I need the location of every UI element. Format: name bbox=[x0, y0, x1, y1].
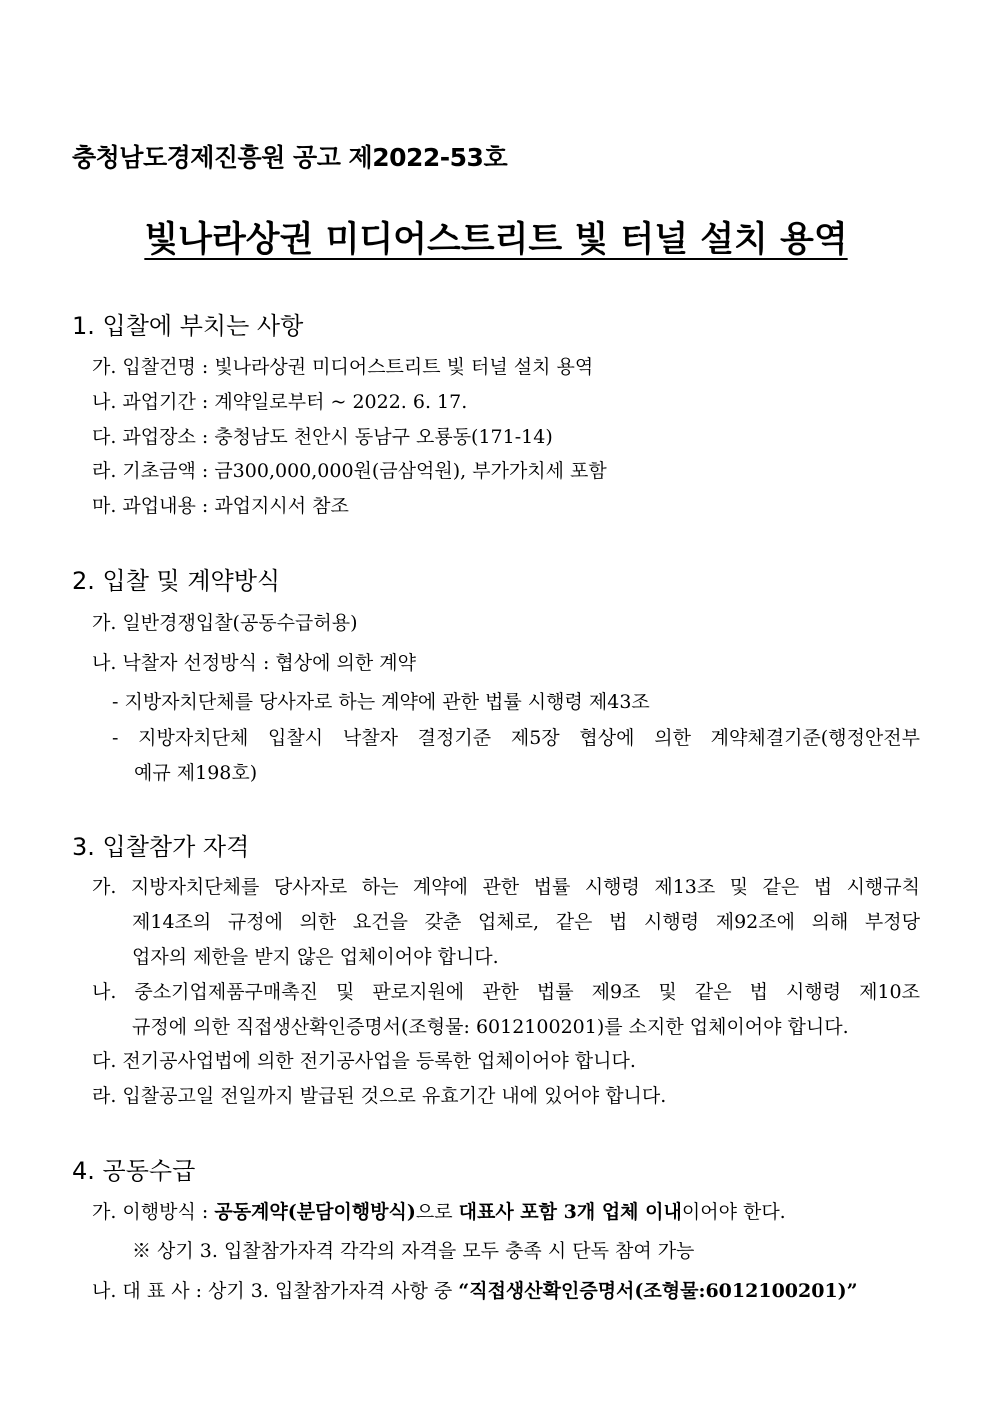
section4-item-a-mid: 으로 bbox=[415, 1201, 459, 1223]
section2-sub1: - 지방자치단체를 당사자로 하는 계약에 관한 법률 시행령 제43조 bbox=[112, 691, 650, 713]
section3-item-b-line1: 나. 중소기업제품구매촉진 및 판로지원에 관한 법률 제9조 및 같은 법 시행령 제10조 bbox=[92, 981, 920, 1003]
section4-note: ※ 상기 3. 입찰참가자격 각각의 자격을 모두 충족 시 단독 참여 가능 bbox=[132, 1240, 695, 1262]
section4-heading: 4. 공동수급 bbox=[72, 1157, 196, 1185]
section2-sub2-line2: 예규 제198호) bbox=[134, 762, 258, 784]
section2-item-a: 가. 일반경쟁입찰(공동수급허용) bbox=[92, 612, 358, 634]
section3-item-a-line2: 제14조의 규정에 의한 요건을 갖춘 업체로, 같은 법 시행령 제92조에 의해 부정당 bbox=[132, 911, 920, 933]
section3-item-a-line3: 업자의 제한을 받지 않은 업체이어야 합니다. bbox=[132, 946, 499, 968]
section4-item-a-bold2: 대표사 포함 3개 업체 이내 bbox=[458, 1201, 682, 1223]
section4-item-b bbox=[92, 1278, 858, 1304]
section4-item-a-prefix: 가. 이행방식 : bbox=[92, 1201, 215, 1223]
section1-item-b: 나. 과업기간 : 계약일로부터 ~ 2022. 6. 17. bbox=[92, 391, 468, 413]
document-title bbox=[0, 212, 992, 262]
section1-item-d: 라. 기초금액 : 금300,000,000원(금삼억원), 부가가치세 포함 bbox=[92, 460, 607, 482]
section3-heading: 3. 입찰참가 자격 bbox=[72, 833, 250, 861]
section2-sub2-line1: - 지방자치단체 입찰시 낙찰자 결정기준 제5장 협상에 의한 계약체결기준(행정안전부 bbox=[112, 727, 920, 749]
notice-number: 충청남도경제진흥원 공고 제2022-53호 bbox=[72, 143, 508, 172]
section3-item-a-line1: 가. 지방자치단체를 당사자로 하는 계약에 관한 법률 시행령 제13조 및 같은 법 시행규칙 bbox=[92, 876, 920, 898]
section1-item-e: 마. 과업내용 : 과업지시서 참조 bbox=[92, 495, 349, 517]
section1-item-c: 다. 과업장소 : 충청남도 천안시 동남구 오룡동(171-14) bbox=[92, 426, 553, 448]
section4-item-a-bold1: 공동계약(분담이행방식) bbox=[214, 1201, 416, 1223]
document-title-text: 빛나라상권 미디어스트리트 빛 터널 설치 용역 bbox=[144, 220, 848, 260]
section1-item-a: 가. 입찰건명 : 빛나라상권 미디어스트리트 빛 터널 설치 용역 bbox=[92, 356, 594, 378]
section2-heading: 2. 입찰 및 계약방식 bbox=[72, 567, 281, 595]
section1-heading: 1. 입찰에 부치는 사항 bbox=[72, 312, 304, 340]
section4-item-b-prefix: 나. 대 표 사 : 상기 3. 입찰참가자격 사항 중 bbox=[92, 1280, 459, 1302]
section3-item-b-line2: 규정에 의한 직접생산확인증명서(조형물: 6012100201)를 소지한 업체이어야 합니다. bbox=[132, 1016, 849, 1038]
section3-item-c: 다. 전기공사업법에 의한 전기공사업을 등록한 업체이어야 합니다. bbox=[92, 1050, 636, 1072]
section4-item-a-suffix: 이어야 한다. bbox=[681, 1201, 786, 1223]
section3-item-d: 라. 입찰공고일 전일까지 발급된 것으로 유효기간 내에 있어야 합니다. bbox=[92, 1085, 667, 1107]
section4-item-a bbox=[92, 1199, 786, 1225]
section4-item-b-bold: “직접생산확인증명서(조형물:6012100201)” bbox=[458, 1280, 858, 1302]
section2-item-b: 나. 낙찰자 선정방식 : 협상에 의한 계약 bbox=[92, 652, 416, 674]
